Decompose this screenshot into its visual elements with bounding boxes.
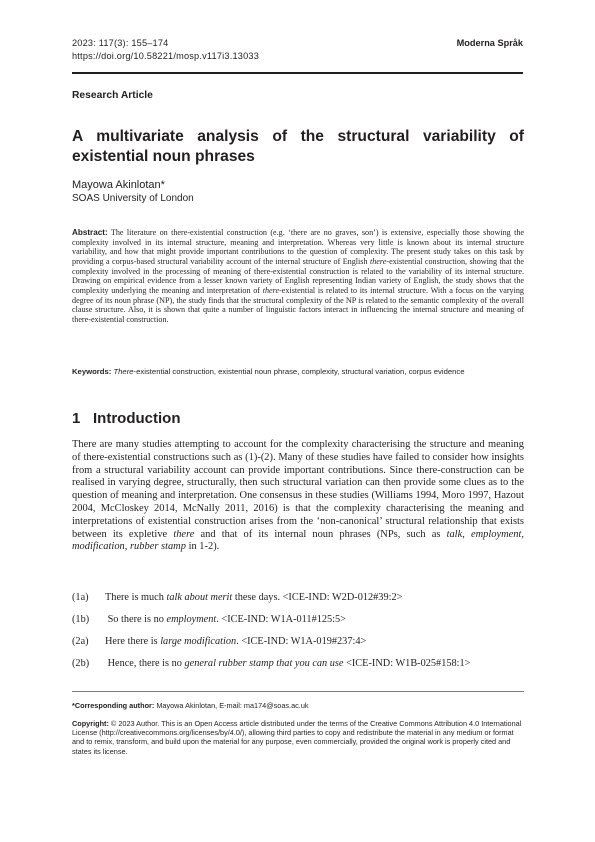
keywords-label: Keywords: — [72, 367, 112, 376]
keywords-italic: There — [113, 367, 134, 376]
example-text: Here there is — [105, 636, 161, 647]
abstract — [72, 228, 524, 325]
example-italic: talk about merit — [166, 592, 233, 603]
intro-italic-2: talk, employment, modification, rubber stamp — [72, 528, 525, 553]
footnote-divider — [72, 691, 524, 692]
example-number: (1b) — [72, 614, 90, 625]
abstract-label: Abstract: — [72, 228, 108, 237]
author-name: Mayowa Akinlotan* — [72, 179, 165, 191]
header-doi-link[interactable]: https://doi.org/10.58221/mosp.v117i3.13033 — [72, 51, 260, 61]
intro-italic-1: there — [173, 528, 195, 540]
header-citation: 2023: 117(3): 155–174 — [72, 38, 169, 48]
header-journal-name: Moderna Språk — [456, 38, 523, 48]
example-source: . <ICE-IND: W1A-019#237:4> — [236, 636, 367, 647]
author-affiliation: SOAS University of London — [72, 193, 194, 204]
example-text: So there is no — [105, 614, 167, 625]
example-source: . <ICE-IND: W1A-011#125:5> — [216, 614, 346, 625]
example-number: (1a) — [72, 592, 89, 603]
abstract-italic-2: there — [262, 285, 280, 295]
example-italic: large modification — [160, 636, 237, 647]
intro-text-2: and that of its internal noun phrases (NPs, such as — [194, 528, 447, 540]
article-title: A multivariate analysis of the structural variability of existential noun phrases — [72, 128, 524, 165]
section-title: Introduction — [93, 410, 181, 427]
example-italic: general rubber stamp that you can use — [184, 658, 344, 669]
intro-text-1: There are many studies attempting to account for the complexity characterising the structure and meaning of there-existential constructions such as (1)-(2). Many of these studies have failed to consider how insights from a structural variability account can provide important contributions. Since there-construction can be realised in varying degree, structurally, then such structural variation can then provide some clues as to the question of meaning and interpretation. One consensus in these studies (Williams 1994, Moro 1997, Hazout 2004, McCloskey 2014, McNally 2011, 2016) is that the complexity characterising the meaning and interpretations of existential construction arises from the ‘non-canonical’ structural relationship that exists between its expletive — [72, 439, 524, 540]
copyright-note — [72, 719, 524, 756]
intro-paragraph — [72, 439, 524, 554]
example-1b — [72, 614, 346, 625]
example-number: (2a) — [72, 636, 89, 647]
example-source: these days. <ICE-IND: W2D-012#39:2> — [232, 592, 403, 603]
corresponding-author-text: Mayowa Akinlotan, E-mail: ma174@soas.ac.uk — [154, 701, 309, 710]
example-2a — [72, 636, 366, 647]
example-number: (2b) — [72, 658, 90, 669]
corresponding-author-note — [72, 701, 309, 710]
corresponding-author-label: *Corresponding author: — [72, 701, 155, 710]
copyright-text: © 2023 Author. This is an Open Access article distributed under the terms of the Creative Commons Attribution 4.0 International License (http://creativecommons.org/licenses/by/4.0/), allowing third parties to copy and redistribute the material in any medium or format and to remix, transform, and build upon the material for any purpose, even commercially, provided the original work is properly cited and states its license. — [72, 719, 522, 756]
example-source: <ICE-IND: W1B-025#158:1> — [343, 658, 471, 669]
article-type: Research Article — [72, 90, 153, 101]
abstract-italic-1: there — [369, 256, 387, 266]
keywords-text: -existential construction, existential noun phrase, complexity, structural variation, corpus evidence — [133, 367, 465, 376]
abstract-text-3: -existential is related to its internal structure. With a focus on the varying degree of its noun phrase (NP), the study finds that the structural complexity of the NP is related to the semantic complexity of the overall clause structure. Also, it is shown that quite a number of linguistic factors interact in influencing the internal structure and meaning of there-existential construction. — [72, 285, 524, 324]
abstract-text-1: The literature on there-existential construction (e.g. ‘there are no graves, son’) is extensive, especially those showing the complexity involved in its internal structure, meaning and interpretation. Whereas very little is known about its internal structure variability, and how that might provide important contributions to the question of complexity. The present study takes on this task by providing a corpus-based structural variability account of the internal structure of English — [72, 228, 524, 266]
example-text: There is much — [105, 592, 167, 603]
example-1a — [72, 592, 402, 603]
header-divider — [72, 72, 523, 74]
abstract-text-2: -existential construction, showing that the complexity involved in the processing of meaning of there-existential construction is related to the variability of its internal structure. Drawing on empirical evidence from a lesser known variety of English representing Indian variety of English, the study shows that the complexity underlying the meaning and interpretation of — [72, 256, 524, 295]
copyright-label: Copyright: — [72, 719, 109, 728]
intro-text-3: in 1-2). — [185, 541, 220, 553]
section-number: 1 — [72, 410, 81, 427]
example-2b — [72, 658, 470, 669]
example-italic: employment — [166, 614, 217, 625]
keywords — [72, 367, 524, 377]
example-text: Hence, there is no — [105, 658, 185, 669]
section-heading — [72, 410, 180, 427]
